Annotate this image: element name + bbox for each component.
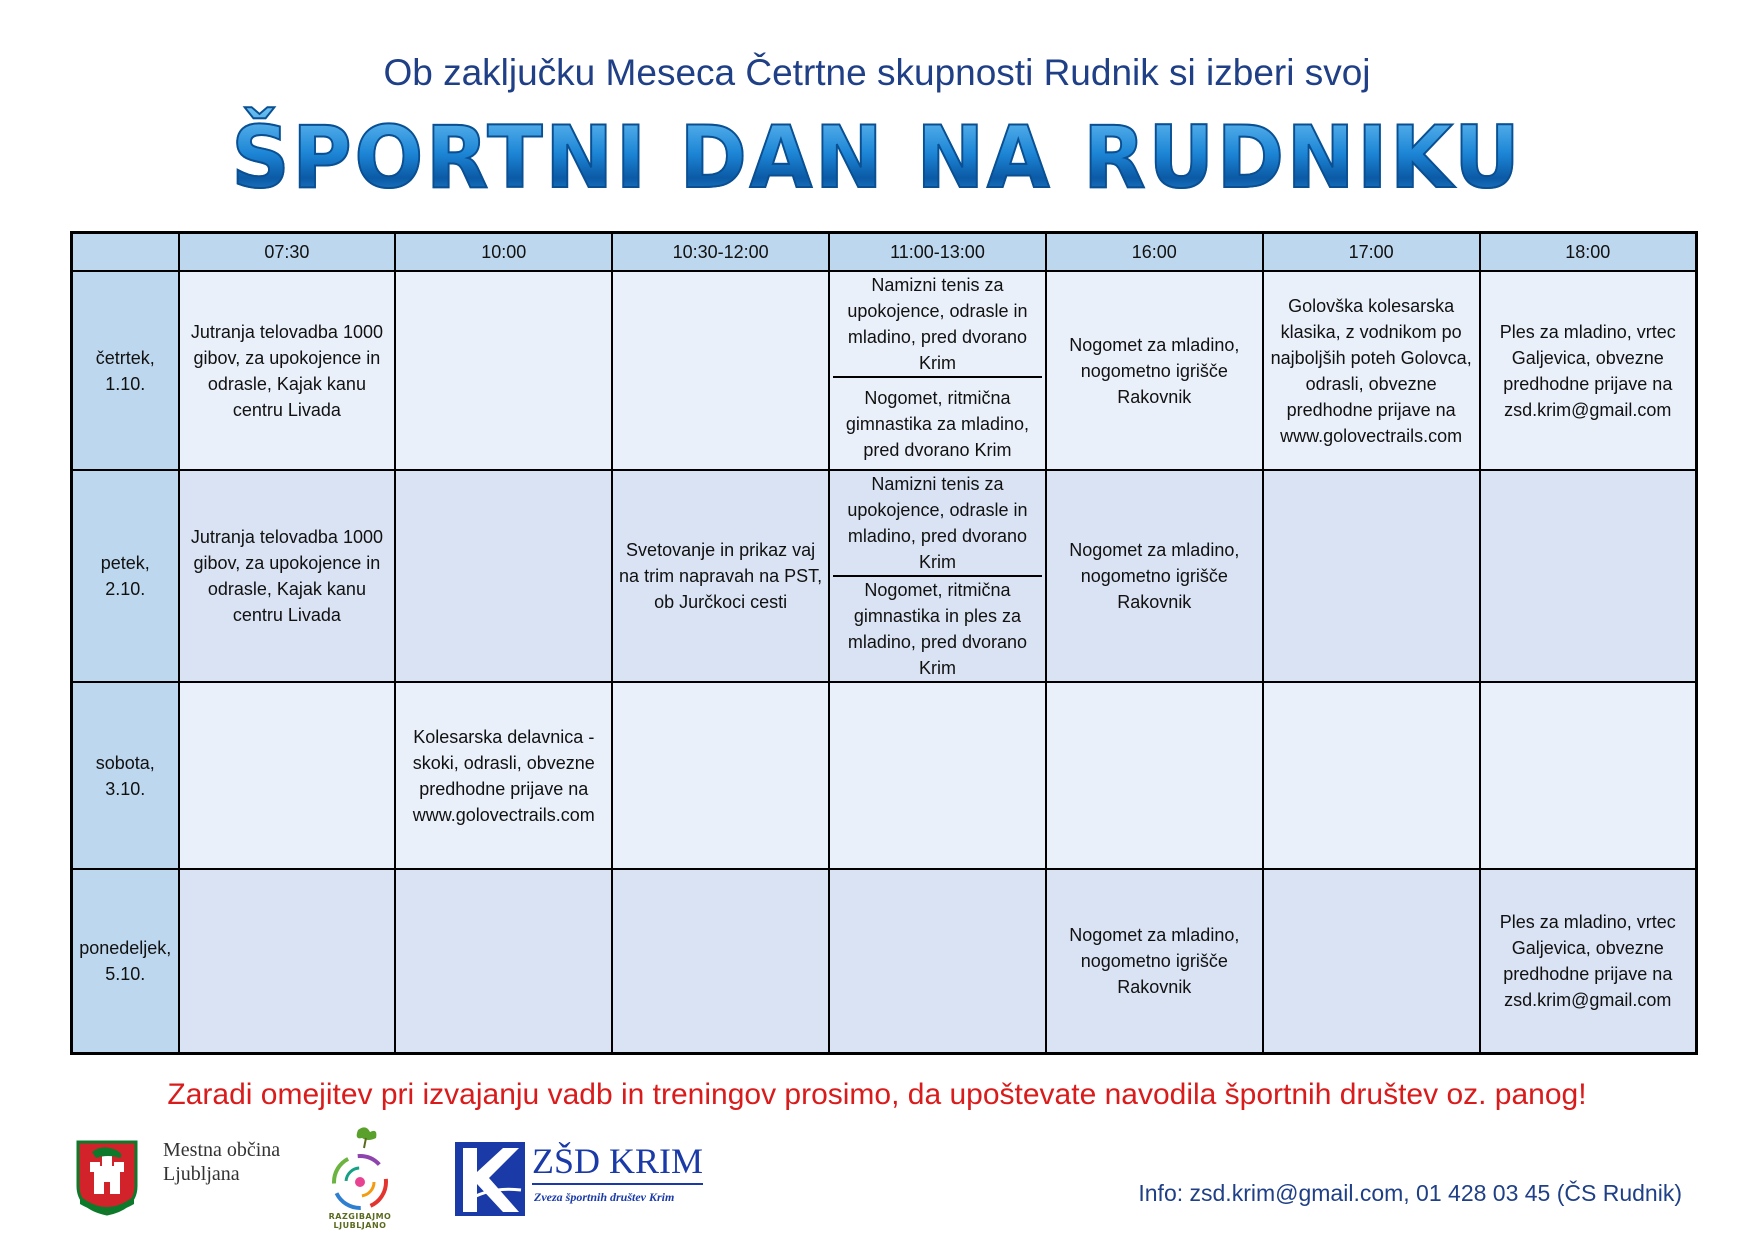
activity-cell: Nogomet za mladino, nogometno igrišče Rakovnik [1046,470,1263,682]
day-name: sobota, [95,752,155,773]
ljubljana-coat-of-arms-icon [76,1140,138,1216]
empty-cell [612,682,829,869]
safety-notice: Zaradi omejitev pri izvajanju vadb in treningov prosimo, da upoštevate navodila športnih društev oz. panog! [167,1078,1587,1111]
event-subtitle: Ob zaključku Meseca Četrtne skupnosti Rudnik si izberi svoj [383,52,1371,93]
activity-slot: Namizni tenis za upokojence, odrasle in mladino, pred dvorano Krim [847,275,1028,373]
activity-cell: Jutranja telovadba 1000 gibov, za upokojence in odrasle, Kajak kanu centru Livada [179,470,396,682]
mol-line1: Mestna občina [163,1139,281,1161]
table-row [72,271,1697,470]
time-header: 18:00 [1480,233,1697,272]
day-date: 5.10. [105,963,146,984]
mol-name [163,1138,280,1186]
split-activity-cell [829,271,1046,470]
time-header: 10:00 [395,233,612,272]
time-header-row [72,233,1697,272]
empty-cell [612,271,829,470]
day-cell [72,682,179,869]
time-header: 17:00 [1263,233,1480,272]
empty-cell [1480,470,1697,682]
day-cell [72,470,179,682]
empty-cell [395,470,612,682]
zsd-subtitle: Zveza športnih društev Krim [534,1190,675,1204]
activity-cell: Golovška kolesarska klasika, z vodnikom po najboljših poteh Golovca, odrasli, obvezne predhodne prijave na www.golovectrails.com [1263,271,1480,470]
activity-cell: Kolesarska delavnica - skoki, odrasli, obvezne predhodne prijave na www.golovectrails.com [395,682,612,869]
time-header: 10:30-12:00 [612,233,829,272]
table-row [72,869,1697,1053]
activity-cell: Nogomet za mladino, nogometno igrišče Rakovnik [1046,869,1263,1053]
time-header: 11:00-13:00 [829,233,1046,272]
empty-cell [1046,682,1263,869]
activity-slot: Nogomet, ritmična gimnastika za mladino, pred dvorano Krim [833,376,1042,469]
activity-slot: Namizni tenis za upokojence, odrasle in mladino, pred dvorano Krim [847,474,1028,572]
empty-cell [829,682,1046,869]
event-title: ŠPORTNI DAN NA RUDNIKU [53,108,1702,208]
contact-info: Info: zsd.krim@gmail.com, 01 428 03 45 (ČS Rudnik) [1138,1180,1682,1206]
activity-cell: Svetovanje in prikaz vaj na trim napravah na PST, ob Jurčkoci cesti [612,470,829,682]
table-row [72,682,1697,869]
activity-cell: Nogomet za mladino, nogometno igrišče Rakovnik [1046,271,1263,470]
empty-cell [179,682,396,869]
day-cell [72,869,179,1053]
empty-cell [1480,682,1697,869]
day-date: 3.10. [105,778,146,799]
day-date: 1.10. [105,373,146,394]
empty-cell [1263,470,1480,682]
activity-cell: Ples za mladino, vrtec Galjevica, obvezne predhodne prijave na zsd.krim@gmail.com [1480,869,1697,1053]
empty-cell [395,869,612,1053]
empty-cell [612,869,829,1053]
activity-cell: Jutranja telovadba 1000 gibov, za upokojence in odrasle, Kajak kanu centru Livada [179,271,396,470]
time-header: 07:30 [179,233,396,272]
day-name: četrtek, [95,347,155,368]
day-date: 2.10. [105,579,146,599]
activity-slot: Nogomet, ritmična gimnastika in ples za mladino, pred dvorano Krim [833,575,1042,681]
day-name: petek, [100,553,150,573]
split-activity-cell [829,470,1046,682]
corner-cell [72,233,179,272]
table-row [72,470,1697,682]
razgibajmo-label: RAZGIBAJMO LJUBLJANO [328,1212,392,1230]
time-header: 16:00 [1046,233,1263,272]
empty-cell [1263,869,1480,1053]
day-cell [72,271,179,470]
zsd-krim-logo [455,1142,525,1216]
day-name: ponedeljek, [79,937,172,958]
mol-line2: Ljubljana [163,1163,240,1185]
activity-cell: Ples za mladino, vrtec Galjevica, obvezne predhodne prijave na zsd.krim@gmail.com [1480,271,1697,470]
empty-cell [395,271,612,470]
zsd-name: ZŠD KRIM [532,1141,703,1185]
empty-cell [829,869,1046,1053]
empty-cell [1263,682,1480,869]
empty-cell [179,869,396,1053]
schedule-table [70,231,1698,1055]
